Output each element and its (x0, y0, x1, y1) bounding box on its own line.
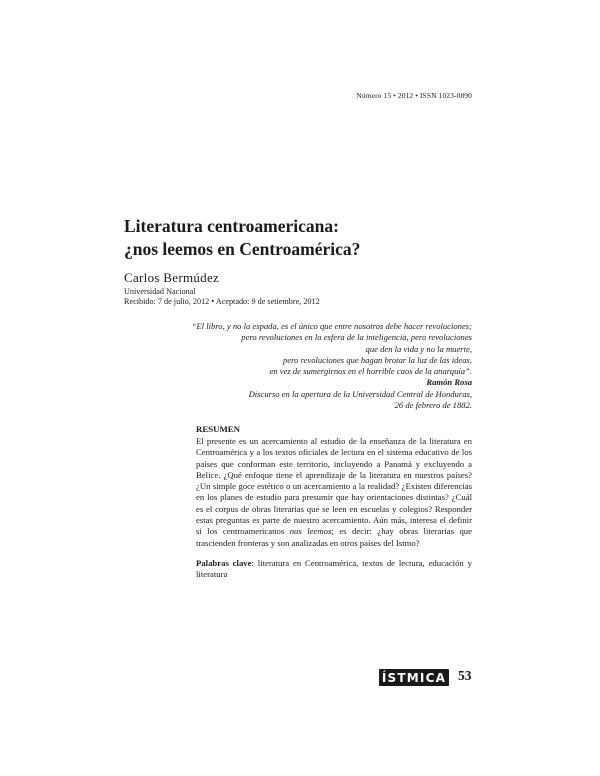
title-line-2: ¿nos leemos en Centroamérica? (124, 239, 361, 259)
abstract-body (196, 436, 472, 549)
epigraph-line: en vez de sumergirnos en el horrible caos de la anarquía”. (269, 366, 472, 377)
journal-info: Número 15 • 2012 • ISSN 1023-0890 (356, 91, 472, 100)
abstract-heading: RESUMEN (196, 424, 240, 434)
abstract-section (196, 424, 472, 581)
epigraph (112, 321, 472, 411)
keywords (196, 558, 472, 581)
abstract-text-emphasis: nos leemos (289, 526, 332, 537)
epigraph-source-line: Discurso en la apertura de la Universidad Central de Honduras, (248, 388, 472, 399)
epigraph-line: “El libro, y no la espada, es el único que entre nosotros debe hacer revoluciones; (191, 321, 472, 331)
page-number: 53 (458, 668, 472, 683)
article-title (124, 215, 484, 261)
author-affiliation: Universidad Nacional (124, 287, 196, 296)
epigraph-source-name: Ramón Rosa (426, 377, 472, 388)
title-line-1: Literatura centroamericana: (124, 216, 339, 236)
abstract-text-part1: El presente es un acercamiento al estudio de la enseñanza de la literatura en Centroamérica y a los textos oficiales de lectura en el sistema educativo de los países que conforman este territorio, incluyendo a Panamá y excluyendo a Belice. ¿Qué enfoque tiene el aprendizaje de la literatura en nuestros países? ¿Un simple goce estético o un acercamiento a la realidad? ¿Existen diferencias en los planes de estudio para presumir que hay orientaciones distintas? ¿Cuál es el corpus de obras literarias que se leen en escuelas y colegios? Responder estas preguntas es parte de nuestro acercamiento. Aún más, interesa el definir si los centroamericanos (196, 436, 472, 537)
author-name: Carlos Bermúdez (124, 270, 220, 285)
epigraph-line: pero revoluciones en la esfera de la inteligencia, pero revoluciones (241, 332, 472, 343)
journal-logo: ÍSTMICA (379, 669, 449, 686)
keywords-label: Palabras clave (196, 557, 252, 568)
epigraph-source-line: 26 de febrero de 1882. (394, 400, 472, 411)
epigraph-line: que den la vida y no la muerte, (365, 343, 472, 354)
abstract-text-part2: ; es decir: ¿hay obras literarias que trascienden fronteras y son analizadas en otros países del Istmo? (196, 526, 472, 548)
keywords-text: : literatura en Centroamérica, textos de lectura, educación y literatura (196, 557, 472, 580)
article-dates: Recibido: 7 de julio, 2012 • Aceptado: 9 de setiembre, 2012 (124, 297, 320, 306)
epigraph-line: pero revoluciones que hagan brotar la luz de las ideas, (282, 354, 472, 365)
